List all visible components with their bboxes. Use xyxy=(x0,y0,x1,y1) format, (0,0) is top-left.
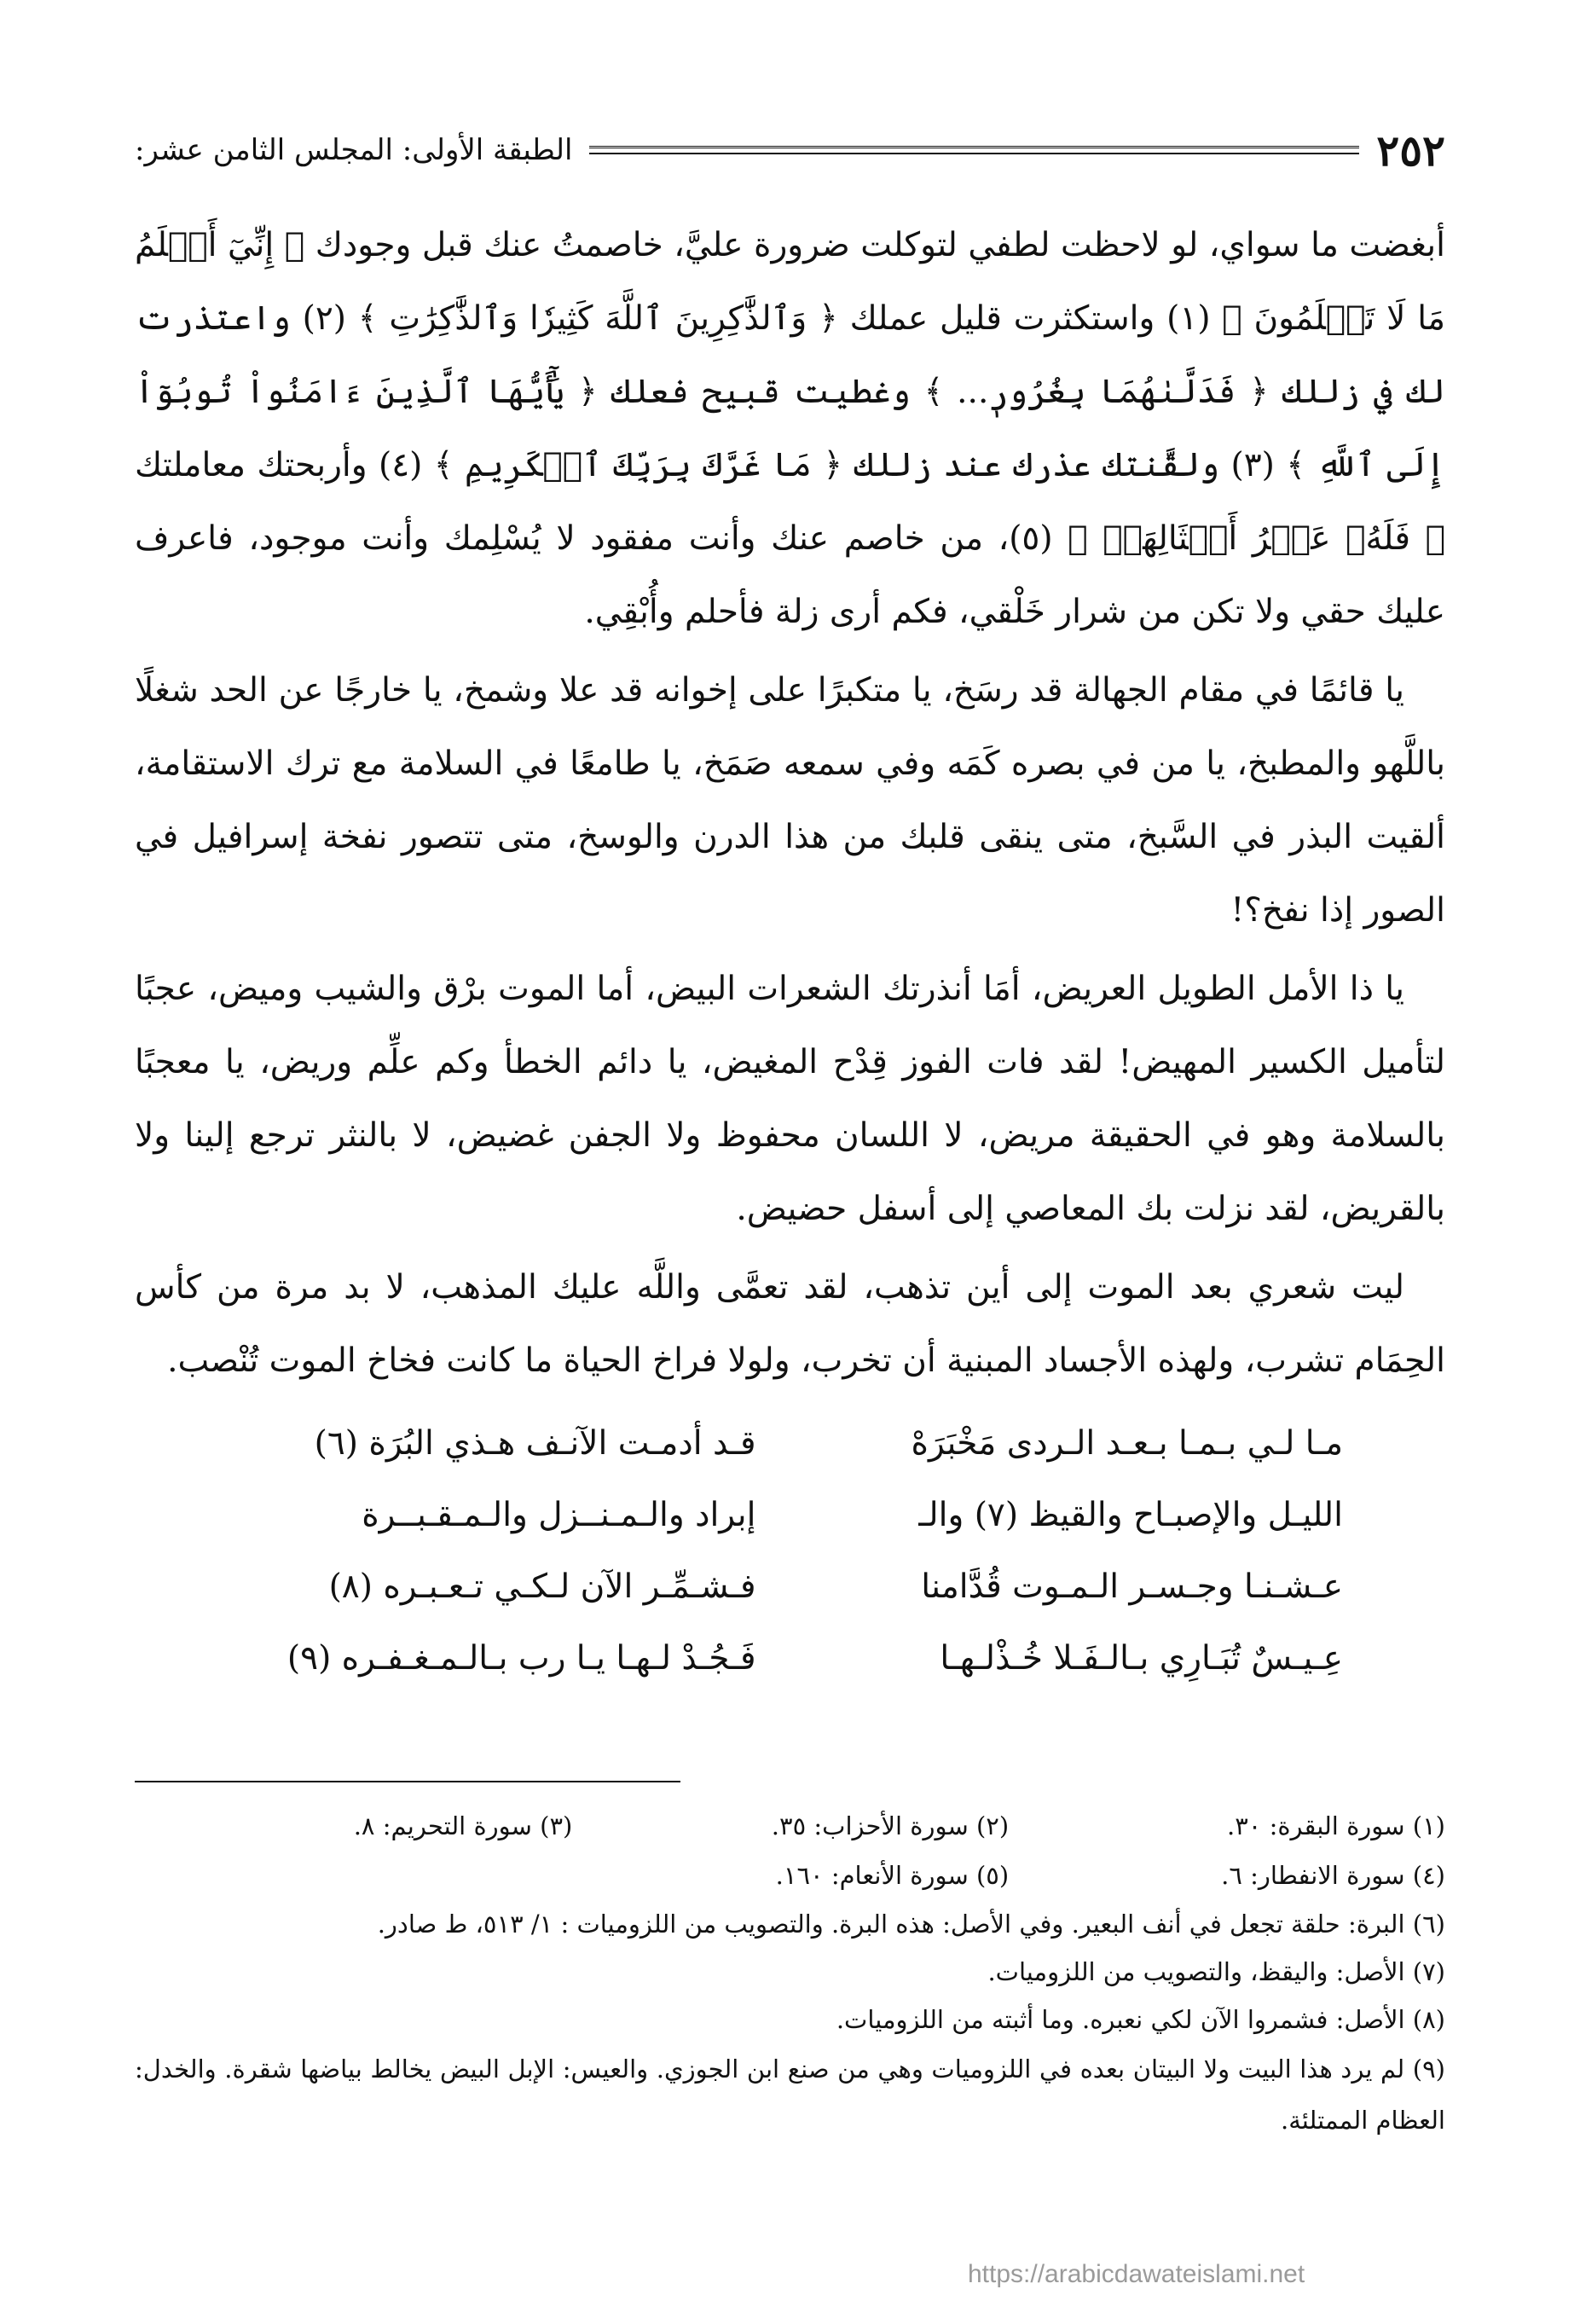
running-header xyxy=(135,119,1445,181)
footnote-row xyxy=(135,1851,1445,1900)
hemistich-second: إبراد والـمـنــزل والـمـقـبــرة xyxy=(362,1495,756,1534)
footnote: (٦) البرة: حلقة تجعل في أنف البعير. وفي الأصل: هذه البرة. والتصويب من اللزوميات : ١/ ٥١٣، ط صادر. xyxy=(377,1910,1445,1939)
footnote: (٣) سورة التحريم: ٨. xyxy=(353,1811,573,1840)
hemistich-second: فـشـمِّـر الآن لـكـي تـعـبـره (٨) xyxy=(328,1567,756,1606)
footnote: (٧) الأصل: واليقظ، والتصويب من اللزوميات. xyxy=(987,1957,1445,1986)
footnotes xyxy=(135,1801,1445,2146)
hemistich-first: عِـيـسٌ تُبَـارِي بـالـفَـلا خُـذْلـهـا xyxy=(940,1638,1343,1678)
header-rule xyxy=(589,146,1359,154)
footnote: (١) سورة البقرة: ٣٠. xyxy=(1226,1811,1445,1840)
footnote-separator xyxy=(135,1781,680,1782)
footnote: (٩) لم يرد هذا البيت ولا البيتان بعده في اللزوميات وهي من صنع ابن الجوزي. والعيس: الإبل البيض يخالط بياضها شقرة. والخدل: العظام الممتلئة. xyxy=(135,2055,1445,2135)
hemistich-second: قـد أدمـت الآنـف هـذي البُرَة (٦) xyxy=(314,1423,756,1463)
page-number: ٢٥٢ xyxy=(1376,125,1445,176)
footnote: (٥) سورة الأنعام: ١٦٠. xyxy=(775,1861,1010,1890)
hemistich-second: فَـجُـدْ لـهـا يـا رب بـالـمـغـفـره (٩) xyxy=(286,1638,756,1678)
footnote: (٨) الأصل: فشمروا الآن لكي نعبره. وما أثبته من اللزوميات. xyxy=(836,2005,1445,2034)
main-text xyxy=(135,209,1445,1398)
paragraph: أبغضت ما سواي، لو لاحظت لطفي لتوكلت ضرورة عليَّ، خاصمتُ عنك قبل وجودك ﴿ إِنِّيٓ أَعۡلَمُ مَا لَا تَعۡلَمُونَ ﴾ (١) واستكثرت قليل عملك ﴿ وَٱلذَّٰكِرِينَ ٱللَّهَ كَثِيرٗا وَٱلذَّٰكِرَٰتِ ﴾ (٢) واعتذرت لك في زللك ﴿ فَدَلَّىٰهُمَا بِغُرُورٖ... ﴾ وغطيت قبيح فعلك ﴿ يَٰٓأَيُّهَا ٱلَّذِينَ ءَامَنُواْ تُوبُوٓاْ إِلَى ٱللَّهِ ﴾ (٣) ولقَّنتك عذرك عند زللك ﴿ مَا غَرَّكَ بِرَبِّكَ ٱلۡكَرِيمِ ﴾ (٤) وأربحتك معاملتك ﴿ فَلَهُۥ عَشۡرُ أَمۡثَالِهَاۖ ﴾ (٥)، من خاصم عنك وأنت مفقود لا يُسْلِمك وأنت موجود، فاعرف عليك حقي ولا تكن من شرار خَلْقي، فكم أرى زلة فأحلم وأُبْقِي. xyxy=(135,226,1446,631)
footnote: (٢) سورة الأحزاب: ٣٥. xyxy=(771,1811,1010,1840)
paragraph: ليت شعري بعد الموت إلى أين تذهب، لقد تعمَّى واللَّه عليك المذهب، لا بد مرة من كأس الحِمَام تشرب، ولهذه الأجساد المبنية أن تخرب، ولولا فراخ الحياة ما كانت فخاخ الموت تُنْصب. xyxy=(135,1268,1445,1380)
hemistich-first: عـشـنـا وجـسـر الـمـوت قُدَّامنا xyxy=(921,1567,1343,1606)
hemistich-first: مـا لـي بـمـا بـعـد الـردى مَخْبَرَهْ xyxy=(911,1423,1343,1463)
footnote-row xyxy=(135,1801,1445,1851)
running-title: الطبقة الأولى: المجلس الثامن عشر: xyxy=(135,133,573,167)
paragraph: يا قائمًا في مقام الجهالة قد رسَخ، يا متكبرًا على إخوانه قد علا وشمخ، يا خارجًا عن الحد شغلًا باللَّهو والمطبخ، يا من في بصره كَمَه وفي سمعه صَمَخ، يا طامعًا في السلامة مع ترك الاستقامة، ألقيت البذر في السَّبخ، متى ينقى قلبك من هذا الدرن والوسخ، متى تتصور نفخة إسرافيل في الصور إذا نفخ؟! xyxy=(135,671,1445,930)
poem-verse xyxy=(135,1622,1445,1694)
footnote: (٤) سورة الانفطار: ٦. xyxy=(1221,1861,1445,1890)
poem-verse xyxy=(135,1550,1445,1622)
poem xyxy=(135,1407,1445,1694)
poem-verse xyxy=(135,1479,1445,1550)
hemistich-first: الليـل والإصبـاح والقيظ (٧) والـ xyxy=(918,1495,1343,1534)
poem-verse xyxy=(135,1407,1445,1479)
paragraph: يا ذا الأمل الطويل العريض، أمَا أنذرتك الشعرات البيض، أما الموت برْق والشيب وميض، عجبًا لتأميل الكسير المهيض! لقد فات الفوز قِدْح المغيض، يا دائم الخطأ وكم علِّم وريض، يا معجبًا بالسلامة وهو في الحقيقة مريض، لا اللسان محفوظ ولا الجفن غضيض، لا بالنثر ترجع إلينا ولا بالقريض، لقد نزلت بك المعاصي إلى أسفل حضيض. xyxy=(135,970,1445,1228)
watermark-url: https://arabicdawateislami.net xyxy=(968,2260,1305,2288)
